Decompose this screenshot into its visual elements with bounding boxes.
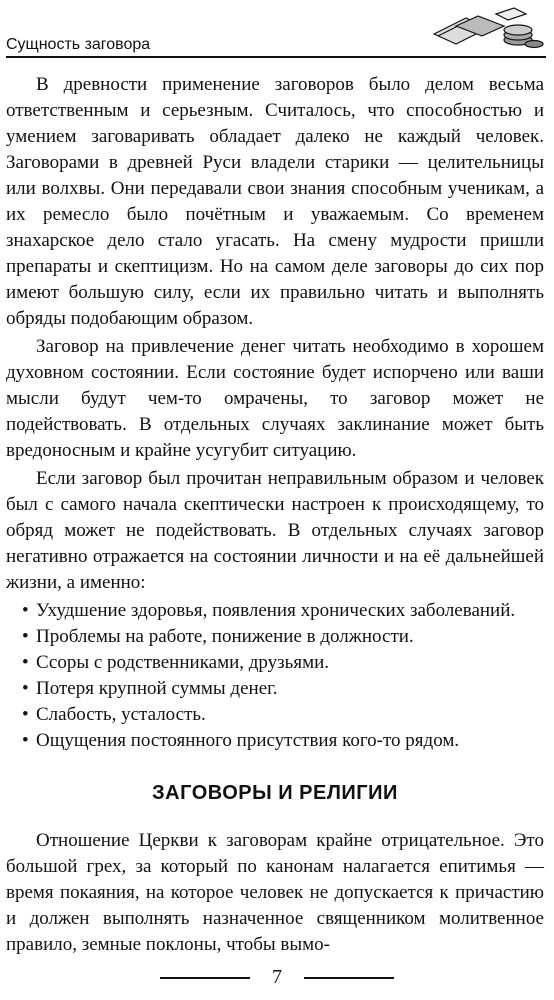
paragraph: В древности применение заговоров было делом весьма ответственным и серьезным. Считалось, что способностью и умением заговаривать обладает далеко не каждый человек. Заговорами в древней Руси владели старики — целительницы или волхвы. Они передавали свои знания способным ученикам, а их ремесло было почётным и уважаемым. Со временем знахарское дело стало угасать. На смену мудрости пришли препараты и скептицизм. Но на самом деле заговоры до сих пор имеют большую силу, если их правильно читать и выполнять обряды подобающим образом. [6,74,544,329]
running-header [6,32,546,62]
list-item: • Проблемы на работе, понижение в должности. [6,624,544,650]
section-heading: ЗАГОВОРЫ И РЕЛИГИИ [152,782,398,804]
paragraph: Если заговор был прочитан неправильным образом и человек был с самого начала скептически настроен к происходящему, то обряд может не подействовать. В отдельных случаях заговор негативно отражается на состоянии личности и на её дальнейшей жизни, а именно: [6,468,544,593]
paragraph: Заговор на привлечение денег читать необходимо в хорошем духовном состоянии. Если состояние будет испорчено или ваши мысли будут чем-то омрачены, то заговор может не подействовать. В отдельных случаях заклинание может быть вредоносным и крайне усугубит ситуацию. [6,336,544,461]
list-item: • Ухудшение здоровья, появления хронических заболеваний. [6,598,544,624]
list-item: • Ощущения постоянного присутствия кого-то рядом. [6,728,544,754]
footer-rule-right [304,977,394,979]
page-number: 7 [272,966,282,988]
paragraph: Отношение Церкви к заговорам крайне отрицательное. Это большой грех, за который по канонам налагается епитимья — время покаяния, на которое человек не допускается к причастию и должен выполнять назначенное священником молитвенное правило, земные поклоны, чтобы вымо- [6,830,544,955]
chapter-title: Сущность заговора [6,36,151,53]
money-illustration-icon [426,4,546,52]
footer-rule-left [160,977,250,979]
page-footer [0,966,554,996]
list-item: • Потеря крупной суммы денег. [6,676,544,702]
list-item: • Ссоры с родственниками, друзьями. [6,650,544,676]
list-item: • Слабость, усталость. [6,702,544,728]
header-rule [6,56,546,58]
consequences-list [6,598,544,754]
page-body [6,72,544,960]
